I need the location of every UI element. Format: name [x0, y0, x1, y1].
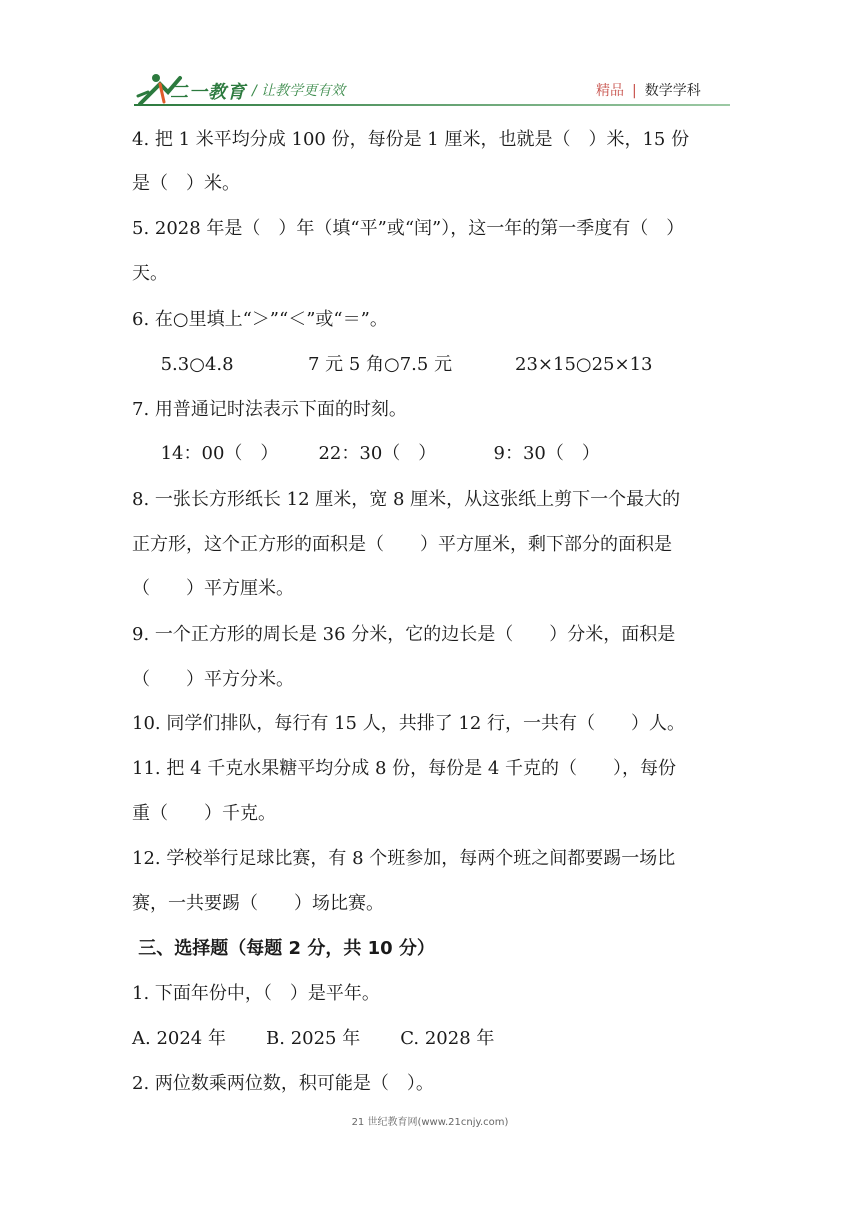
- header-divider: [134, 104, 730, 106]
- question-line: 7. 用普通记时法表示下面的时刻。: [132, 399, 407, 420]
- question-line: 1. 下面年份中，（ ）是平年。: [132, 983, 380, 1004]
- question-line: 重（ ）千克。: [132, 803, 276, 824]
- question-line: 5. 2028 年是（ ）年（填“平”或“闰”），这一年的第一季度有（ ）: [132, 218, 685, 239]
- subject-label: 数学学科: [644, 83, 701, 99]
- question-line: 是（ ）米。: [132, 173, 240, 194]
- question-line: 10. 同学们排队，每行有 15 人，共排了 12 行，一共有（ ）人。: [132, 713, 686, 734]
- choice-options: A. 2024 年 B. 2025 年 C. 2028 年: [132, 1028, 495, 1049]
- quality-label: 精品: [596, 83, 624, 99]
- question-line: 5.3○4.8 7 元 5 角○7.5 元 23×15○25×13: [132, 354, 653, 375]
- page-header: [0, 0, 860, 112]
- question-line: 12. 学校举行足球比赛，有 8 个班参加，每两个班之间都要踢一场比: [132, 848, 676, 869]
- header-right: [596, 80, 701, 100]
- slogan: / 让教学更有效: [252, 83, 346, 99]
- question-line: 2. 两位数乘两位数，积可能是（ ）。: [132, 1073, 434, 1094]
- question-line: 4. 把 1 米平均分成 100 份，每份是 1 厘米，也就是（ ）米，15 份: [132, 129, 690, 150]
- question-line: 8. 一张长方形纸长 12 厘米，宽 8 厘米，从这张纸上剪下一个最大的: [132, 489, 681, 510]
- question-line: 14：00（ ） 22：30（ ） 9：30（ ）: [132, 443, 600, 464]
- question-line: 赛，一共要踢（ ）场比赛。: [132, 893, 384, 914]
- question-line: 天。: [132, 263, 168, 284]
- question-line: （ ）平方分米。: [132, 669, 294, 690]
- brand-name: 二一教育: [170, 82, 246, 103]
- question-line: 6. 在○里填上“＞”“＜”或“＝”。: [132, 309, 388, 330]
- header-separator: |: [632, 83, 637, 99]
- question-line: 正方形，这个正方形的面积是（ ）平方厘米，剩下部分的面积是: [132, 534, 672, 555]
- question-line: 9. 一个正方形的周长是 36 分米，它的边长是（ ）分米，面积是: [132, 624, 676, 645]
- page-footer: 21 世纪教育网(www.21cnjy.com): [351, 1117, 509, 1128]
- question-line: （ ）平方厘米。: [132, 578, 294, 599]
- question-line: 11. 把 4 千克水果糖平均分成 8 份，每份是 4 千克的（ ），每份: [132, 758, 677, 779]
- section-heading: 三、选择题（每题 2 分，共 10 分）: [132, 938, 435, 959]
